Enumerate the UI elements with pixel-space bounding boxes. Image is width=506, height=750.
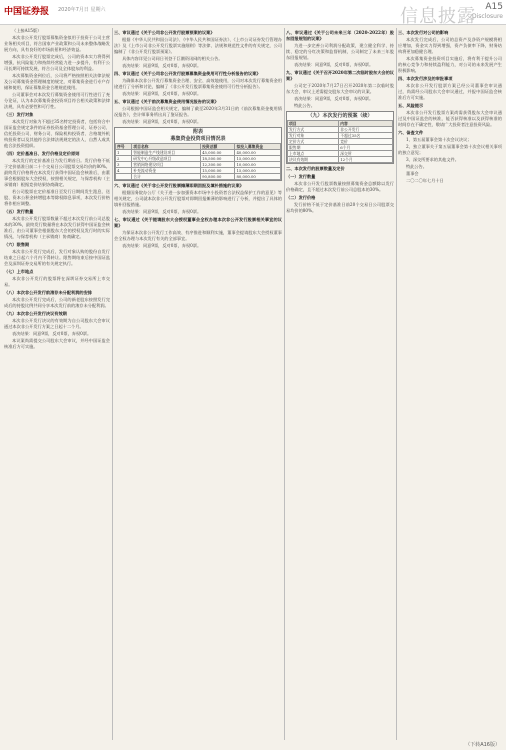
continued-note: （下转A16版） — [465, 742, 500, 748]
section-heading: 六、审议通过《关于非公开发行股票摊薄即期回报及填补措施的议案》 — [114, 183, 244, 188]
paragraph: 为保证本次非公开发行工作高效、有序推进和顺利实施，董事会提请股东大会授权董事会全权办理与本次发行有关的全部事宜。 — [114, 230, 282, 241]
table-cell: 12个月 — [339, 157, 393, 163]
section-heading: 三、本次发行对公司的影响 — [398, 30, 449, 35]
article-column-2 — [114, 28, 282, 740]
paragraph: 本次非公开发行完成后，公司的新老股东按照发行完成后的持股比例共同分享本次发行前的滚存未分配利润。 — [4, 297, 110, 308]
table-cell: 18,500.00 — [201, 156, 235, 162]
table-cell: 4 — [116, 168, 132, 174]
table-cell: 6个月 — [339, 145, 393, 151]
table-cell: 80,000.00 — [235, 174, 281, 180]
table-caption: （九）本次发行的预案（续） — [307, 113, 373, 119]
paragraph: 3、深交所要求的其他文件。 — [406, 157, 459, 162]
paragraph: 特此公告。 — [406, 164, 427, 169]
column-header: 内容 — [339, 121, 393, 127]
page-number — [472, 2, 503, 22]
paragraph: 表决结果：同意9票，反对0票，弃权0票。 — [294, 96, 374, 101]
paragraph: 本次非公开发行股票方案尚需获得股东大会审议通过及中国证监会的核准，能否获得核准以及获得核准的时间存在不确定性，敬请广大投资者注意投资风险。 — [398, 110, 502, 127]
paragraph: 董事会 — [406, 171, 419, 176]
section-heading: （六）限售期 — [4, 242, 30, 247]
paragraph: 为进一步完善公司利润分配政策，建立健全科学、持续、稳定的分红决策和监督机制，公司制定了未来三年股东回报规划。 — [286, 43, 394, 60]
paragraph: 公司根据中国证监会相关规定，编制了截至2020年3月31日的《前次募集资金使用情况报告》，会计师事务所出具了鉴证报告。 — [114, 106, 282, 117]
table-cell: 定价方式 — [288, 139, 339, 145]
column-divider — [112, 28, 113, 740]
paragraph: 本次非公开发行股票数量按照募集资金总额除以发行价格确定，且不超过本次发行前公司总股本的30%。 — [286, 181, 394, 192]
table-cell: 智能制造生产线建设项目 — [132, 150, 201, 156]
issue-date: 2020年7月日 星期六 — [58, 7, 106, 13]
section-title: 信息披露 — [400, 6, 476, 27]
article-column-4 — [398, 28, 502, 740]
paragraph: 1、第五届董事会第十次会议决议； — [406, 137, 472, 142]
article-column-1 — [4, 28, 110, 740]
section-heading: （四）定价基准日、发行价格及定价原则 — [4, 151, 80, 156]
section-heading: （二）发行价格 — [286, 195, 316, 200]
newspaper-name: 中国证券报 — [4, 7, 50, 17]
section-heading: （八）本次非公开发行前滚存未分配利润的安排 — [4, 290, 92, 295]
column-divider — [396, 28, 397, 740]
paragraph: 表决结果：同意9票，反对0票，弃权0票。 — [122, 119, 202, 124]
table-cell: 营销网络建设项目 — [132, 162, 201, 168]
paragraph: 发行价格不低于定价基准日前20个交易日公司股票交易均价的80%。 — [286, 202, 394, 213]
table-cell: 补充流动资金 — [132, 168, 201, 174]
column-header: 项目 — [288, 121, 339, 127]
section-heading: 五、审议通过《关于前次募集资金使用情况报告的议案》 — [114, 99, 219, 104]
section-heading: （一）发行数量 — [286, 174, 316, 179]
paragraph: 具体内容详见公司同日刊登于巨潮资讯网的相关公告。 — [122, 56, 223, 61]
table-caption: 募集资金投资项目情况表 — [170, 136, 226, 142]
section-heading: 七、审议通过《关于提请股东大会授权董事会全权办理本次非公开发行股票相关事宜的议案》 — [114, 217, 282, 228]
paragraph: 本议案尚需提交公司股东大会审议，并经中国证监会核准后方可实施。 — [4, 338, 110, 349]
paragraph: 本次发行完成后，公司的总资产及净资产规模将相应增加，资金实力得到增强，资产负债率下降，财务结构将更加稳健合理。 — [398, 37, 502, 54]
paragraph: 本次发行对象为不超过35名特定投资者，包括符合中国证监会规定条件的证券投资基金管理公司、证券公司、信托投资公司、财务公司、保险机构投资者、合格境外机构投资者以及其他符合法律法规规定的法人、自然人或其他合法投资组织。 — [4, 119, 110, 148]
table-cell: 3 — [116, 162, 132, 168]
paragraph: 二〇二〇年七月十日 — [406, 178, 444, 183]
paragraph: 本次非公开发行完成后，发行对象认购的股份自发行结束之日起六个月内不得转让。限售期结束后按中国证监会及深圳证券交易所的有关规定执行。 — [4, 249, 110, 266]
column-header: 项目名称 — [132, 144, 201, 150]
table-cell: 发行对象 — [288, 133, 339, 139]
section-heading: 四、审议通过《关于公司非公开发行股票募集资金使用可行性分析报告的议案》 — [114, 71, 261, 76]
table-cell: 40,000.00 — [235, 150, 281, 156]
table-cell: 合计 — [132, 174, 201, 180]
paragraph: 本次发行的定价基准日为发行期首日。发行价格不低于定价基准日前二十个交易日公司股票交易均价的80%。最终发行价格将在本次发行获得中国证监会核准后，由董事会根据股东大会授权，按照相关规定，与保荐机构（主承销商）根据竞价结果协商确定。 — [4, 158, 110, 187]
table-cell: 不超过35名 — [339, 133, 393, 139]
table-row — [116, 174, 281, 180]
paragraph: 公司董事会对本次发行募集资金使用可行性进行了充分论证，认为本次募集资金投资项目符合相关政策和法律法规，具有必要性和可行性。 — [4, 92, 110, 109]
column-header: 序号 — [116, 144, 132, 150]
section-heading: 三、审议通过《关于公司非公开发行股票预案的议案》 — [114, 30, 215, 35]
table-cell: 15,000.00 — [235, 168, 281, 174]
paragraph: 本次募集资金到位后，公司将严格按照相关法律法规及公司募集资金管理制度的规定，对募集资金进行专户存储和使用，保证募集资金合理规范使用。 — [4, 73, 110, 90]
paragraph: 表决结果：同意9票，反对0票，弃权0票。 — [12, 331, 92, 336]
paragraph: 公司定于2020年7月27日召开2020年第二次临时股东大会，审议上述需提交股东大会审议的议案。 — [286, 83, 394, 94]
table-cell: 1 — [116, 150, 132, 156]
section-heading: 八、审议通过《关于公司未来三年（2020-2022年）股东回报规划的议案》 — [286, 30, 394, 41]
offering-data-table — [287, 120, 393, 163]
section-heading: （七）上市地点 — [4, 269, 34, 274]
table-cell: 12,300.00 — [201, 162, 235, 168]
paragraph: 本次非公开发行股票数量不超过本次发行前公司总股本的30%，最终发行数量将在本次发行获得中国证监会核准后，由公司董事会根据股东大会的授权及发行时的实际情况，与保荐机构（主承销商）协商确定。 — [4, 216, 110, 239]
projects-table — [114, 127, 282, 181]
section-heading: （五）发行数量 — [4, 209, 34, 214]
table-cell: 竞价 — [339, 139, 393, 145]
table-cell: 90,800.00 — [201, 174, 235, 180]
paragraph: 表决结果：同意9票，反对0票，弃权0票。 — [294, 62, 374, 67]
page-number-label: A15 — [485, 2, 503, 12]
paragraph: 根据《中华人民共和国公司法》、《中华人民共和国证券法》、《上市公司证券发行管理办法》及《上市公司非公开发行股票实施细则》等法律、法规和规范性文件的有关规定，公司编制了《非公开发行股票预案》。 — [114, 37, 282, 54]
paragraph: 表决结果：同意9票，反对0票，弃权0票。 — [122, 209, 202, 214]
section-heading: 九、审议通过《关于召开2020年第二次临时股东大会的议案》 — [286, 70, 394, 81]
table-row — [288, 157, 393, 163]
table-cell: 非公开发行 — [339, 127, 393, 133]
table-cell: 15,000.00 — [235, 156, 281, 162]
paragraph: 表决结果：同意9票，反对0票，弃权0票。 — [122, 63, 202, 68]
table-cell: 发行方式 — [288, 127, 339, 133]
section-heading: （九）本次非公开发行决议有效期 — [4, 311, 67, 316]
table-title: 附表 — [192, 129, 203, 135]
section-heading: 六、备查文件 — [398, 130, 424, 135]
column-header: 拟投入募集资金 — [235, 144, 281, 150]
paragraph: 本次非公开发行的股票将在深圳证券交易所上市交易。 — [4, 276, 110, 287]
table-cell: 深交所 — [339, 151, 393, 157]
section-heading: 五、风险提示 — [398, 103, 424, 108]
section-heading: 四、本次发行涉及的审批事项 — [398, 76, 453, 81]
paragraph: 2、独立董事关于第五届董事会第十次会议相关事项的独立意见； — [398, 144, 502, 155]
paragraph: 若公司股票在定价基准日至发行日期间发生派息、送股、资本公积金转增股本等除权除息事项，本次发行价格将作相应调整。 — [4, 189, 110, 206]
article-column-3 — [286, 28, 394, 740]
table-cell: 决议有效期 — [288, 157, 339, 163]
page-section-en: Disclosure — [471, 13, 503, 20]
table-cell: 15,000.00 — [201, 168, 235, 174]
paragraph: 本次募集资金投资项目实施后，将有利于提升公司的核心竞争力和持续盈利能力，对公司的未来发展产生积极影响。 — [398, 56, 502, 73]
table-cell: 限售期 — [288, 145, 339, 151]
table-cell: 45,000.00 — [201, 150, 235, 156]
paragraph: 本次非公开发行股票方案已经公司董事会审议通过，尚需经公司股东大会审议通过，并报中国证监会核准后方可实施。 — [398, 83, 502, 100]
paragraph: 特此公告。 — [294, 103, 315, 108]
masthead — [0, 0, 506, 25]
projects-data-table — [115, 143, 281, 180]
paragraph: 根据国务院办公厅《关于进一步加强资本市场中小投资者合法权益保护工作的意见》等相关规定，公司就本次非公开发行股票对即期回报摊薄的影响进行了分析，并提出了具体的填补回报措施。 — [114, 190, 282, 207]
paragraph: （上接A15版） — [12, 28, 42, 33]
paragraph: 表决结果：同意9票，反对0票，弃权0票。 — [122, 91, 202, 96]
table-cell: 10,000.00 — [235, 162, 281, 168]
table-cell: 2 — [116, 156, 132, 162]
section-heading: （三）发行对象 — [4, 112, 34, 117]
table-cell: 研发中心升级改造项目 — [132, 156, 201, 162]
table-cell — [116, 174, 132, 180]
section-heading: 二、本次发行的股票数量及定价 — [286, 166, 345, 171]
table-cell: 上市地点 — [288, 151, 339, 157]
paragraph: 本次非公开发行股票募集资金拟用于投资于公司主营业务相关项目，符合国家产业政策和公司未来整体战略发展方向，具有良好的市场前景和经济效益。 — [4, 35, 110, 52]
paragraph: 为确保本次非公开发行募集资金合理、安全、高效地使用，公司对本次发行募集资金用途进行了分析和讨论，编制了《非公开发行股票募集资金使用可行性分析报告》。 — [114, 78, 282, 89]
paragraph: 本次非公开发行决议的有效期为自公司股东大会审议通过本次非公开发行方案之日起十二个月。 — [4, 318, 110, 329]
offering-summary-table — [286, 111, 394, 164]
paragraph: 本次非公开发行股票完成后，公司的资本实力将得到增强，抗风险能力和持续经营能力进一步提升，有利于公司长期可持续发展，符合公司及全体股东的利益。 — [4, 54, 110, 71]
paragraph: 表决结果：同意9票，反对0票，弃权0票。 — [122, 243, 202, 248]
column-header: 投资总额 — [201, 144, 235, 150]
column-divider — [284, 28, 285, 740]
